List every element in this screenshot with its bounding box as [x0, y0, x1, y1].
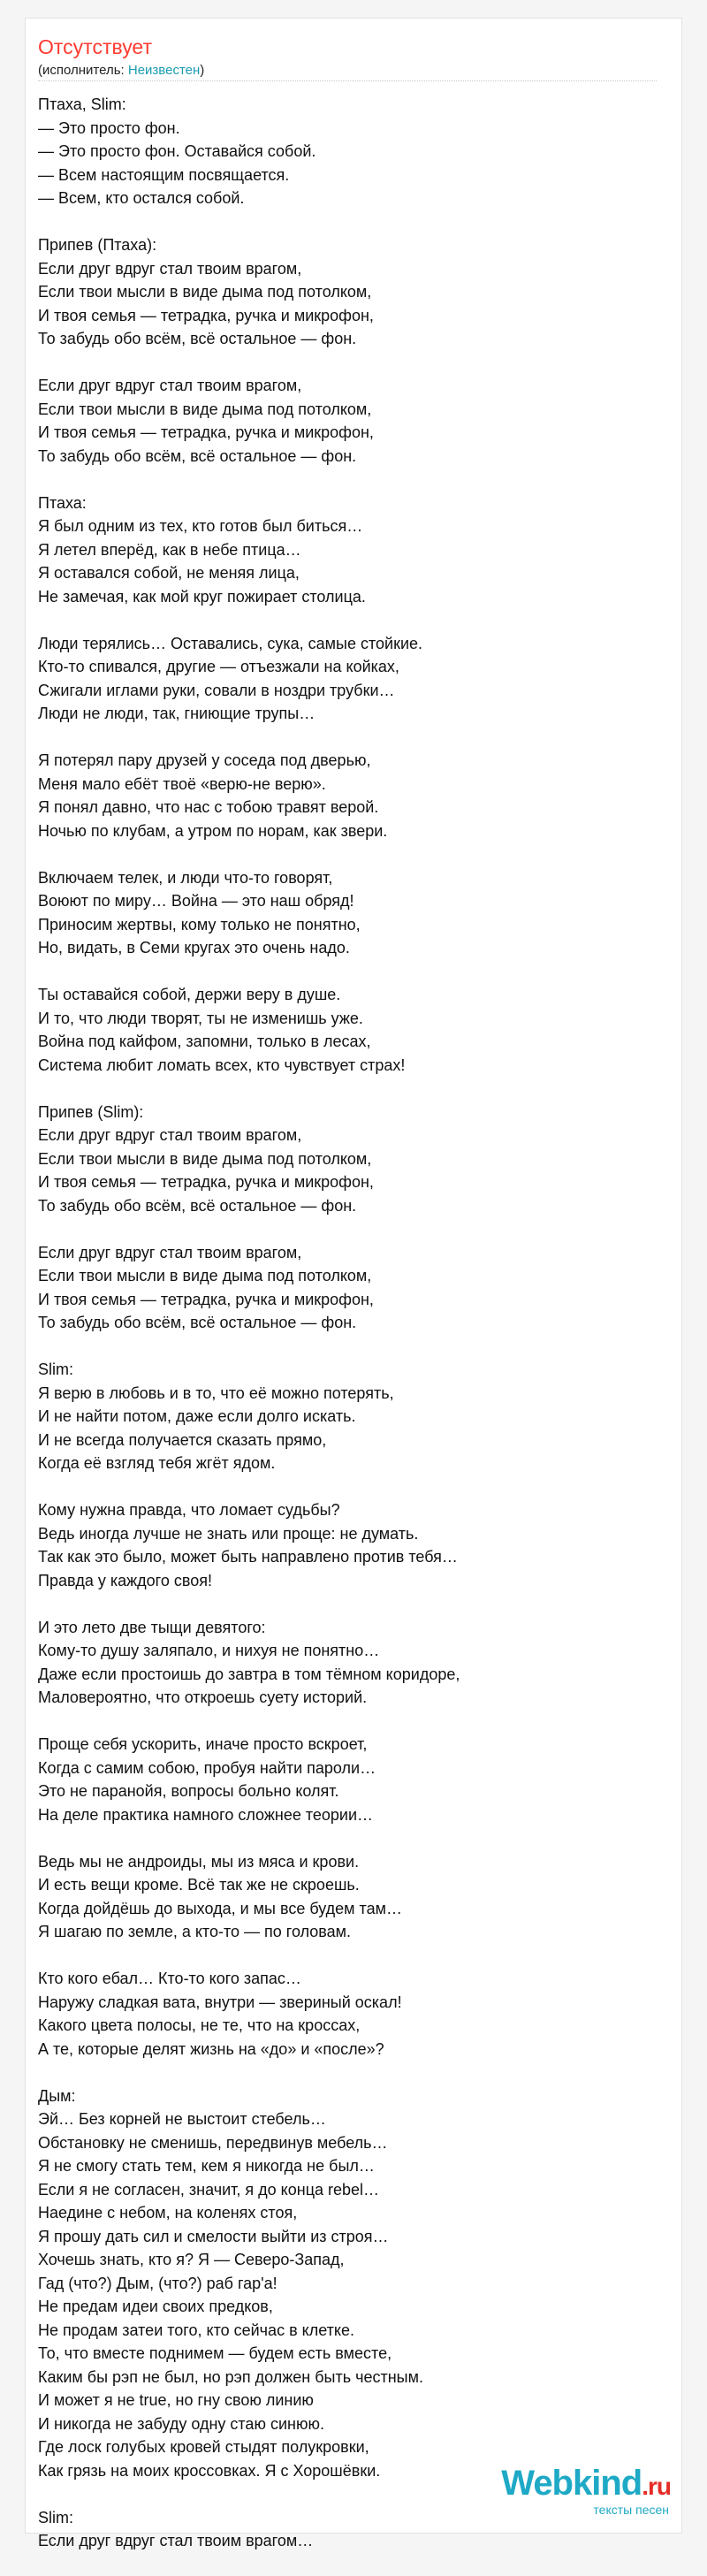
site-logo[interactable] [501, 2465, 671, 2517]
lyrics-line: Как грязь на моих кроссовках. Я с Хорошёвки. [38, 2461, 381, 2480]
lyrics-stanza [38, 492, 657, 609]
lyrics-line: А те, которые делят жизнь на «до» и «после»? [38, 2039, 384, 2058]
lyrics-line: Хочешь знать, кто я? Я — Северо-Запад, [38, 2251, 345, 2268]
lyrics-stanza [38, 1733, 657, 1826]
lyrics-line: Проще себя ускорить, иначе просто вскроет, [38, 1735, 368, 1753]
lyrics-line: Война под кайфом, запомни, только в лесах, [38, 1033, 371, 1050]
lyrics-line: Я оставался собой, не меняя лица, [38, 564, 300, 582]
lyrics-line: Ночью по клубам, а утром по норам, как звери. [38, 821, 388, 840]
lyrics-stanza [38, 1967, 657, 2061]
lyrics-body [38, 93, 657, 2576]
lyrics-line: Включаем телек, и люди что-то говорят, [38, 868, 333, 887]
lyrics-line: Я не смогу стать тем, кем я никогда не был… [38, 2157, 375, 2175]
lyrics-line: Кто кого ебал… Кто-то кого запас… [38, 1970, 301, 1987]
lyrics-line: И то, что люди творят, ты не изменишь уже. [38, 1009, 363, 1027]
lyrics-stanza [38, 983, 657, 1077]
lyrics-line: Когда с самим собою, пробуя найти пароли… [38, 1758, 376, 1777]
lyrics-line: То забудь обо всём, всё остальное — фон. [38, 446, 357, 465]
lyrics-line: Если друг вдруг стал твоим врагом, [38, 259, 302, 278]
lyrics-line: То забудь обо всём, всё остальное — фон. [38, 1314, 357, 1331]
lyrics-line: Кому нужна правда, что ломает судьбы? [38, 1501, 340, 1519]
lyrics-line: Система любит ломать всех, кто чувствует страх! [38, 1056, 406, 1074]
lyrics-line: Если друг вдруг стал твоим врагом, [38, 377, 302, 394]
lyrics-line: Когда дойдёшь до выхода, и мы все будем там… [38, 1899, 402, 1917]
logo-tld: .ru [642, 2473, 671, 2500]
lyrics-line: Если друг вдруг стал твоим врагом, [38, 1126, 302, 1144]
performer-suffix: ) [200, 63, 205, 78]
lyrics-line: Припев (Птаха): [38, 236, 157, 254]
performer-line [38, 63, 657, 79]
lyrics-line: Но, видать, в Семи кругах это очень надо. [38, 939, 350, 956]
lyrics-line: Slim: [38, 1360, 73, 1378]
lyrics-line: Если твои мысли в виде дыма под потолком, [38, 283, 372, 301]
lyrics-line: Кто-то спивался, другие — отъезжали на койках, [38, 658, 399, 675]
lyrics-stanza [38, 1241, 657, 1335]
lyrics-line: И не найти потом, даже если долго искать. [38, 1407, 356, 1425]
logo-wordmark [501, 2465, 671, 2504]
performer-prefix: (исполнитель: [38, 63, 128, 78]
lyrics-stanza [38, 632, 657, 726]
lyrics-line: Дым: [38, 2086, 76, 2105]
header-divider [38, 80, 657, 81]
lyrics-line: Воюют по миру… Война — это наш обряд! [38, 892, 354, 910]
lyrics-stanza [38, 2084, 657, 2483]
lyrics-line: Приносим жертвы, кому только не понятно, [38, 915, 361, 934]
lyrics-line: Птаха: [38, 493, 87, 512]
logo-brand: Webkind [501, 2464, 642, 2503]
lyrics-stanza [38, 1850, 657, 1944]
lyrics-line: Где лоск голубых кровей стыдят полукровки, [38, 2438, 369, 2456]
lyrics-line: Я понял давно, что нас с тобою травят верой. [38, 798, 379, 816]
lyrics-stanza [38, 866, 657, 960]
lyrics-line: Я шагаю по земле, а кто-то — по головам. [38, 1923, 352, 1940]
lyrics-stanza [38, 93, 657, 210]
lyrics-line: Кому-то душу заляпало, и нихуя не понятно… [38, 1642, 380, 1659]
lyrics-line: Я потерял пару друзей у соседа под дверью, [38, 751, 371, 769]
lyrics-line: Каким бы рэп не был, но рэп должен быть честным. [38, 2367, 423, 2386]
lyrics-line: То забудь обо всём, всё остальное — фон. [38, 1196, 357, 1215]
lyrics-line: Если твои мысли в виде дыма под потолком, [38, 1267, 372, 1284]
lyrics-line: Люди не люди, так, гниющие трупы… [38, 705, 315, 722]
lyrics-line: Эй… Без корней не выстоит стебель… [38, 2110, 326, 2128]
lyrics-line: Если твои мысли в виде дыма под потолком, [38, 400, 372, 418]
lyrics-line: Наружу сладкая вата, внутри — звериный оскал! [38, 1993, 402, 2011]
lyrics-line: Slim: [38, 2508, 73, 2526]
lyrics-stanza [38, 1358, 657, 1475]
lyrics-line: Маловероятно, что откроешь суету историй. [38, 1688, 368, 1706]
lyrics-line: То забудь обо всём, всё остальное — фон. [38, 330, 357, 347]
song-header [38, 34, 657, 79]
lyrics-line: И это лето две тыщи девятого: [38, 1618, 266, 1636]
lyrics-line: На деле практика намного сложнее теории… [38, 1805, 374, 1824]
lyrics-stanza [38, 1616, 657, 1710]
lyrics-line: Правда у каждого своя! [38, 1571, 212, 1589]
lyrics-line: И твоя семья — тетрадка, ручка и микрофон, [38, 1173, 374, 1191]
lyrics-line: Я прошу дать сил и смелости выйти из строя… [38, 2227, 389, 2245]
lyrics-stanza [38, 749, 657, 842]
lyrics-line: Я был одним из тех, кто готов был биться… [38, 517, 363, 535]
lyrics-line: Сжигали иглами руки, совали в ноздри трубки… [38, 681, 395, 699]
lyrics-line: Не продам затеи того, кто сейчас в клетке. [38, 2321, 354, 2339]
lyrics-stanza [38, 374, 657, 468]
lyrics-line: — Всем настоящим посвящается. [38, 165, 290, 184]
lyrics-line: — Всем, кто остался собой. [38, 189, 245, 207]
lyrics-line: И не всегда получается сказать прямо, [38, 1430, 327, 1449]
lyrics-line: Ты оставайся собой, держи веру в душе. [38, 986, 341, 1003]
lyrics-line: И твоя семья — тетрадка, ручка и микрофон, [38, 423, 374, 441]
lyrics-line: Я летел вперёд, как в небе птица… [38, 540, 301, 559]
lyrics-line: Гад (что?) Дым, (что?) раб гар'а! [38, 2274, 277, 2292]
lyrics-stanza [38, 1498, 657, 1592]
logo-tagline: тексты песен [593, 2503, 669, 2517]
lyrics-line: Если друг вдруг стал твоим врагом… [38, 2532, 314, 2549]
lyrics-line: Это не паранойя, вопросы больно колят. [38, 1782, 339, 1800]
lyrics-line: И никогда не забуду одну стаю синюю. [38, 2414, 324, 2433]
lyrics-line: Ведь мы не андроиды, мы из мяса и крови. [38, 1852, 360, 1871]
lyrics-line: Если друг вдруг стал твоим врагом, [38, 1243, 302, 1261]
lyrics-line: И есть вещи кроме. Всё так же не скроешь. [38, 1876, 360, 1894]
lyrics-line: Припев (Slim): [38, 1102, 144, 1121]
lyrics-line: Люди терялись… Оставались, сука, самые стойкие. [38, 634, 423, 652]
lyrics-line: И твоя семья — тетрадка, ручка и микрофон, [38, 306, 374, 324]
lyrics-line: Ведь иногда лучше не знать или проще: не думать. [38, 1524, 419, 1543]
lyrics-line: Наедине с небом, на коленях стоя, [38, 2204, 298, 2222]
lyrics-page [25, 18, 682, 2549]
lyrics-line: — Это просто фон. [38, 118, 180, 137]
lyrics-line: То, что вместе поднимем — будем есть вместе, [38, 2344, 392, 2362]
lyrics-line: Обстановку не сменишь, передвинув мебель… [38, 2133, 388, 2152]
lyrics-stanza [38, 233, 657, 351]
lyrics-line: Если твои мысли в виде дыма под потолком, [38, 1149, 372, 1168]
lyrics-line: — Это просто фон. Оставайся собой. [38, 142, 316, 160]
lyrics-line: Когда её взгляд тебя жгёт ядом. [38, 1454, 276, 1472]
lyrics-line: Так как это было, может быть направлено против тебя… [38, 1548, 458, 1566]
performer-link[interactable]: Неизвестен [127, 63, 201, 78]
lyrics-line: Птаха, Slim: [38, 95, 126, 113]
lyrics-line: Если я не согласен, значит, я до конца rebel… [38, 2180, 380, 2199]
lyrics-line: Даже если простоишь до завтра в том тёмном коридоре, [38, 1665, 460, 1683]
lyrics-line: Не предам идеи своих предков, [38, 2298, 273, 2315]
lyrics-line: Какого цвета полосы, не те, что на кроссах, [38, 2016, 361, 2034]
lyrics-line: И может я не true, но гну свою линию [38, 2391, 314, 2409]
lyrics-line: Меня мало ебёт твоё «верю-не верю». [38, 774, 326, 793]
song-title: Отсутствует [38, 35, 152, 58]
lyrics-line: Не замечая, как мой круг пожирает столица. [38, 587, 366, 606]
lyrics-stanza [38, 1101, 657, 1218]
lyrics-line: Я верю в любовь и в то, что её можно потерять, [38, 1383, 394, 1402]
lyrics-line: И твоя семья — тетрадка, ручка и микрофон, [38, 1290, 374, 1308]
